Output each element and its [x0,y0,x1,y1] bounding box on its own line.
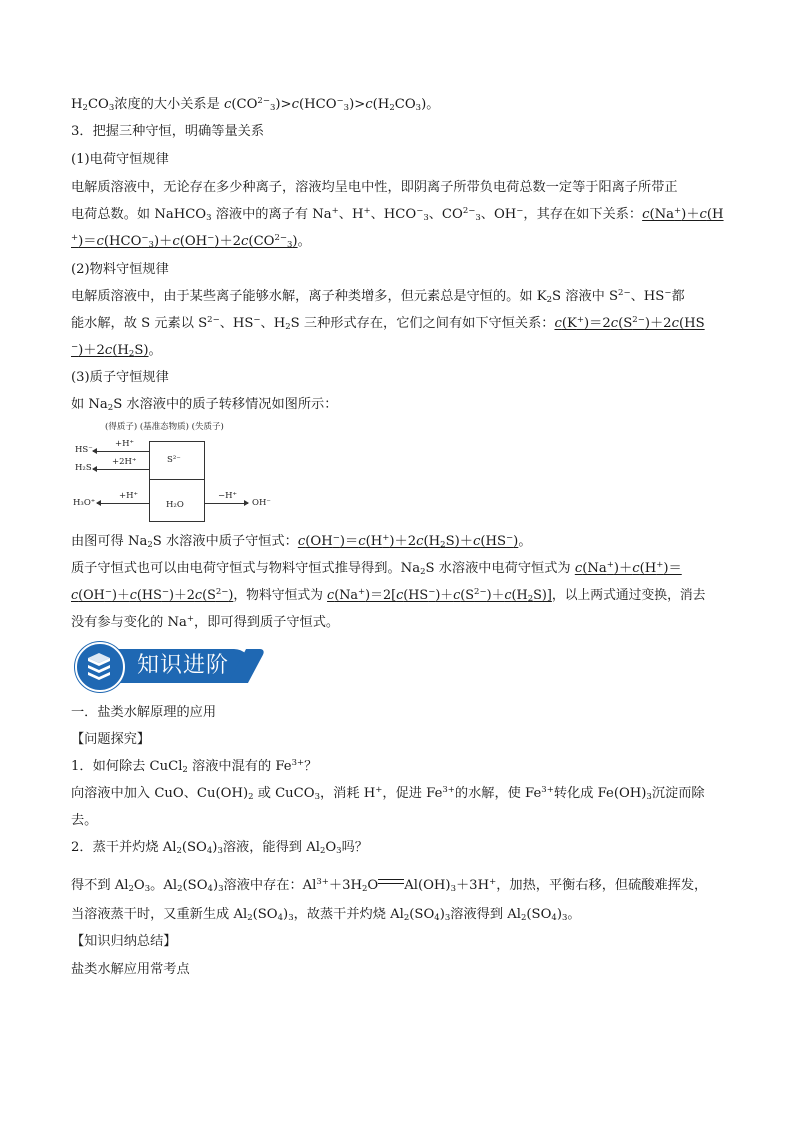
text-line: 没有参与变化的 Na+，即可得到质子守恒式。 [71,614,340,630]
text-line: 由图可得 $Na_2S$ 水溶液中质子守恒式：$c(OH^-)=c(H^+)+2c(H_2S)+c(HS^-)$。 [71,533,532,550]
text-line: 能水解，故 S 元素以 $S^{2-}$、HS−、$H_2S$ 三种形式存在，它们之间有如下守恒关系：$c(K^+)=2c(S^{2-})+2c(HS$ [71,315,705,332]
bracket-heading: 【问题探究】 [71,732,151,747]
diagram-header: (得质子) (基准态物质) (失质子) [105,422,224,432]
text-line: 电荷总数。如 NaHCO$_3$ 溶液中的离子有 Na+、H+、$HCO^-_3$、$CO^{2-}_3$、OH−，其存在如下关系：c(Na+)＋c(H [71,206,724,223]
books-icon [85,652,113,680]
banner-title: 知识进阶 [137,653,230,678]
text-line: 如 $Na_2S$ 水溶液中的质子转移情况如图所示： [71,397,338,413]
text-line: 向溶液中加入 CuO、$Cu(OH)_2$ 或 CuCO$_3$，消耗 H+，促进 $Fe^{3+}$的水解，使 $Fe^{3+}$转化成 $Fe(OH)_3$沉淀而除 [71,785,705,802]
text-line: 电解质溶液中，由于某些离子能够水解，离子种类增多，但元素总是守恒的。如 $K_2S$ 溶液中 $S^{2-}$、HS−都 [71,288,685,305]
subsection-heading: (3)质子守恒规律 [71,370,169,385]
bracket-heading: 【知识归纳总结】 [71,934,177,949]
text-line: $c(OH^-)+c(HS^-)+2c(S^{2-})$，物料守恒式为 $c(Na^+)=2[c(HS^-)+c(S^{2-})+c(H_2S)]$，以上两式通过变换，消去 [71,587,706,604]
text-line: 盐类水解应用常考点 [71,962,190,977]
oh-label: OH⁻ [252,498,271,508]
h2o-label: H₂O [166,500,184,510]
text-line: $^+)=c(HCO^-_3)+c(OH^-)+2c(CO^{2-}_3)$。 [71,233,311,250]
text-line: 质子守恒式也可以由电荷守恒式与物料守恒式推导得到。$Na_2S$ 水溶液中电荷守恒式为 c(Na+)＋c(H+)＝ [71,560,682,577]
section-heading: 3．把握三种守恒，明确等量关系 [71,124,265,139]
arrow-left [97,503,149,504]
hs-label: HS⁻ [75,445,93,455]
proton-transfer-diagram [71,420,301,528]
minus-h-label: −H⁺ [218,491,238,501]
subsection-heading: (2)物料守恒规律 [71,262,169,277]
text-line: 当溶液蒸干时，又重新生成 $Al_2(SO_4)_3$，故蒸干并灼烧 $Al_2(SO_4)_3$溶液得到 $Al_2(SO_4)_3$。 [71,907,581,923]
plus-h-label: +H⁺ [119,491,139,501]
text-line: 得不到 $Al_2O_3$。$Al_2(SO_4)_3$溶液中存在：$Al^{3+}+3H_2O$ $Al(OH)_3+3H^+$，加热，平衡右移，但硫酸难挥发， [71,877,708,894]
s2-label: S²⁻ [167,455,181,465]
section-heading: 一．盐类水解原理的应用 [71,705,217,720]
arrow-right [204,503,248,504]
text-line: $H_2CO_3$浓度的大小关系是 $c(CO^{2-}_3)>c(HCO^-_3)>c(H_2CO_3)$。 [71,96,440,113]
arrow-left [93,451,149,452]
h2s-label: H₂S [75,463,92,473]
text-line: $^-)+2c(H_2S)$。 [71,342,162,359]
plus-2h-label: +2H⁺ [112,457,137,467]
question-line: 1．如何除去 CuCl$_2$ 溶液中混有的 $Fe^{3+}$？ [71,758,318,775]
arrow-left [93,469,149,470]
h3o-label: H₃O⁺ [73,498,96,508]
section-banner [75,642,251,690]
text-line: 电解质溶液中，无论存在多少种离子，溶液均呈电中性，即阴离子所带负电荷总数一定等于阳离子所带正 [71,180,678,195]
text-line: 去。 [71,813,98,828]
plus-h-label: +H⁺ [115,439,135,449]
subsection-heading: (1)电荷守恒规律 [71,152,169,167]
question-line: 2．蒸干并灼烧 $Al_2(SO_4)_3$溶液，能得到 $Al_2O_3$吗？ [71,840,368,856]
equilibrium-arrow-icon [378,878,404,886]
